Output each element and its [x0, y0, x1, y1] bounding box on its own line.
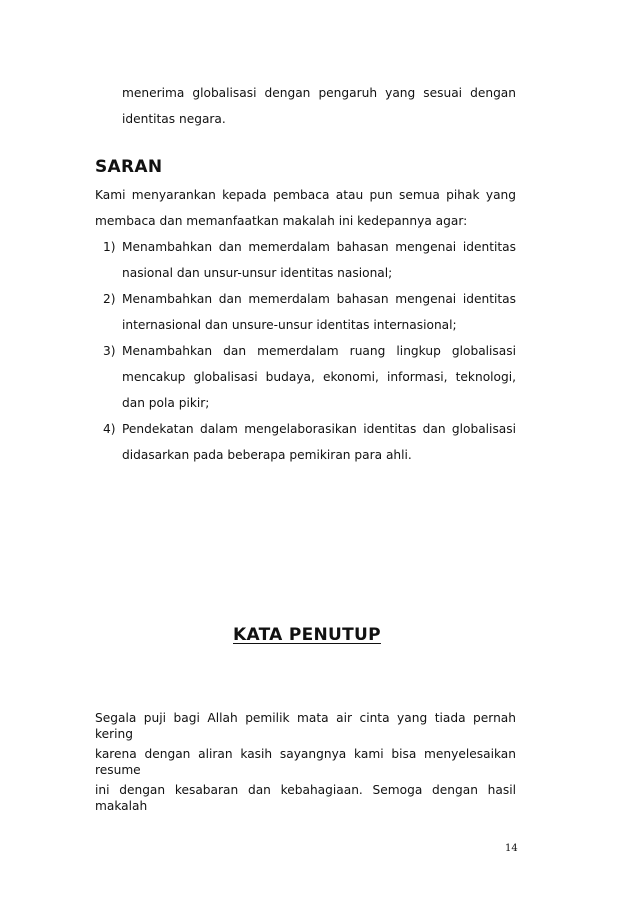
saran-paragraph-line-1: Kami menyarankan kepada pembaca atau pun semua pihak yang: [95, 188, 516, 202]
saran-heading: SARAN: [95, 157, 163, 177]
list-item-line: Menambahkan dan memerdalam ruang lingkup globalisasi: [122, 344, 516, 358]
intro-line-2: identitas negara.: [122, 112, 226, 126]
penutup-line-3: ini dengan kesabaran dan kebahagiaan. Semoga dengan hasil makalah: [95, 783, 516, 813]
list-item-line: dan pola pikir;: [122, 396, 210, 410]
penutup-line-1: Segala puji bagi Allah pemilik mata air cinta yang tiada pernah kering: [95, 711, 516, 741]
list-item-line: internasional dan unsure-unsur identitas internasional;: [122, 318, 457, 332]
penutup-line-2: karena dengan aliran kasih sayangnya kami bisa menyelesaikan resume: [95, 747, 516, 777]
intro-line-1: menerima globalisasi dengan pengaruh yang sesuai dengan: [122, 86, 516, 100]
list-item-number: 1): [103, 240, 116, 254]
list-item-number: 2): [103, 292, 116, 306]
penutup-title: KATA PENUTUP: [233, 625, 381, 645]
list-item-line: didasarkan pada beberapa pemikiran para ahli.: [122, 448, 412, 462]
saran-paragraph-line-2: membaca dan memanfaatkan makalah ini kedepannya agar:: [95, 214, 468, 228]
list-item-number: 4): [103, 422, 116, 436]
list-item-line: mencakup globalisasi budaya, ekonomi, informasi, teknologi,: [122, 370, 516, 384]
list-item-line: Menambahkan dan memerdalam bahasan mengenai identitas: [122, 240, 516, 254]
list-item-number: 3): [103, 344, 116, 358]
page-number: 14: [505, 843, 518, 854]
list-item-line: Menambahkan dan memerdalam bahasan mengenai identitas: [122, 292, 516, 306]
list-item-line: Pendekatan dalam mengelaborasikan identitas dan globalisasi: [122, 422, 516, 436]
list-item-line: nasional dan unsur-unsur identitas nasional;: [122, 266, 393, 280]
